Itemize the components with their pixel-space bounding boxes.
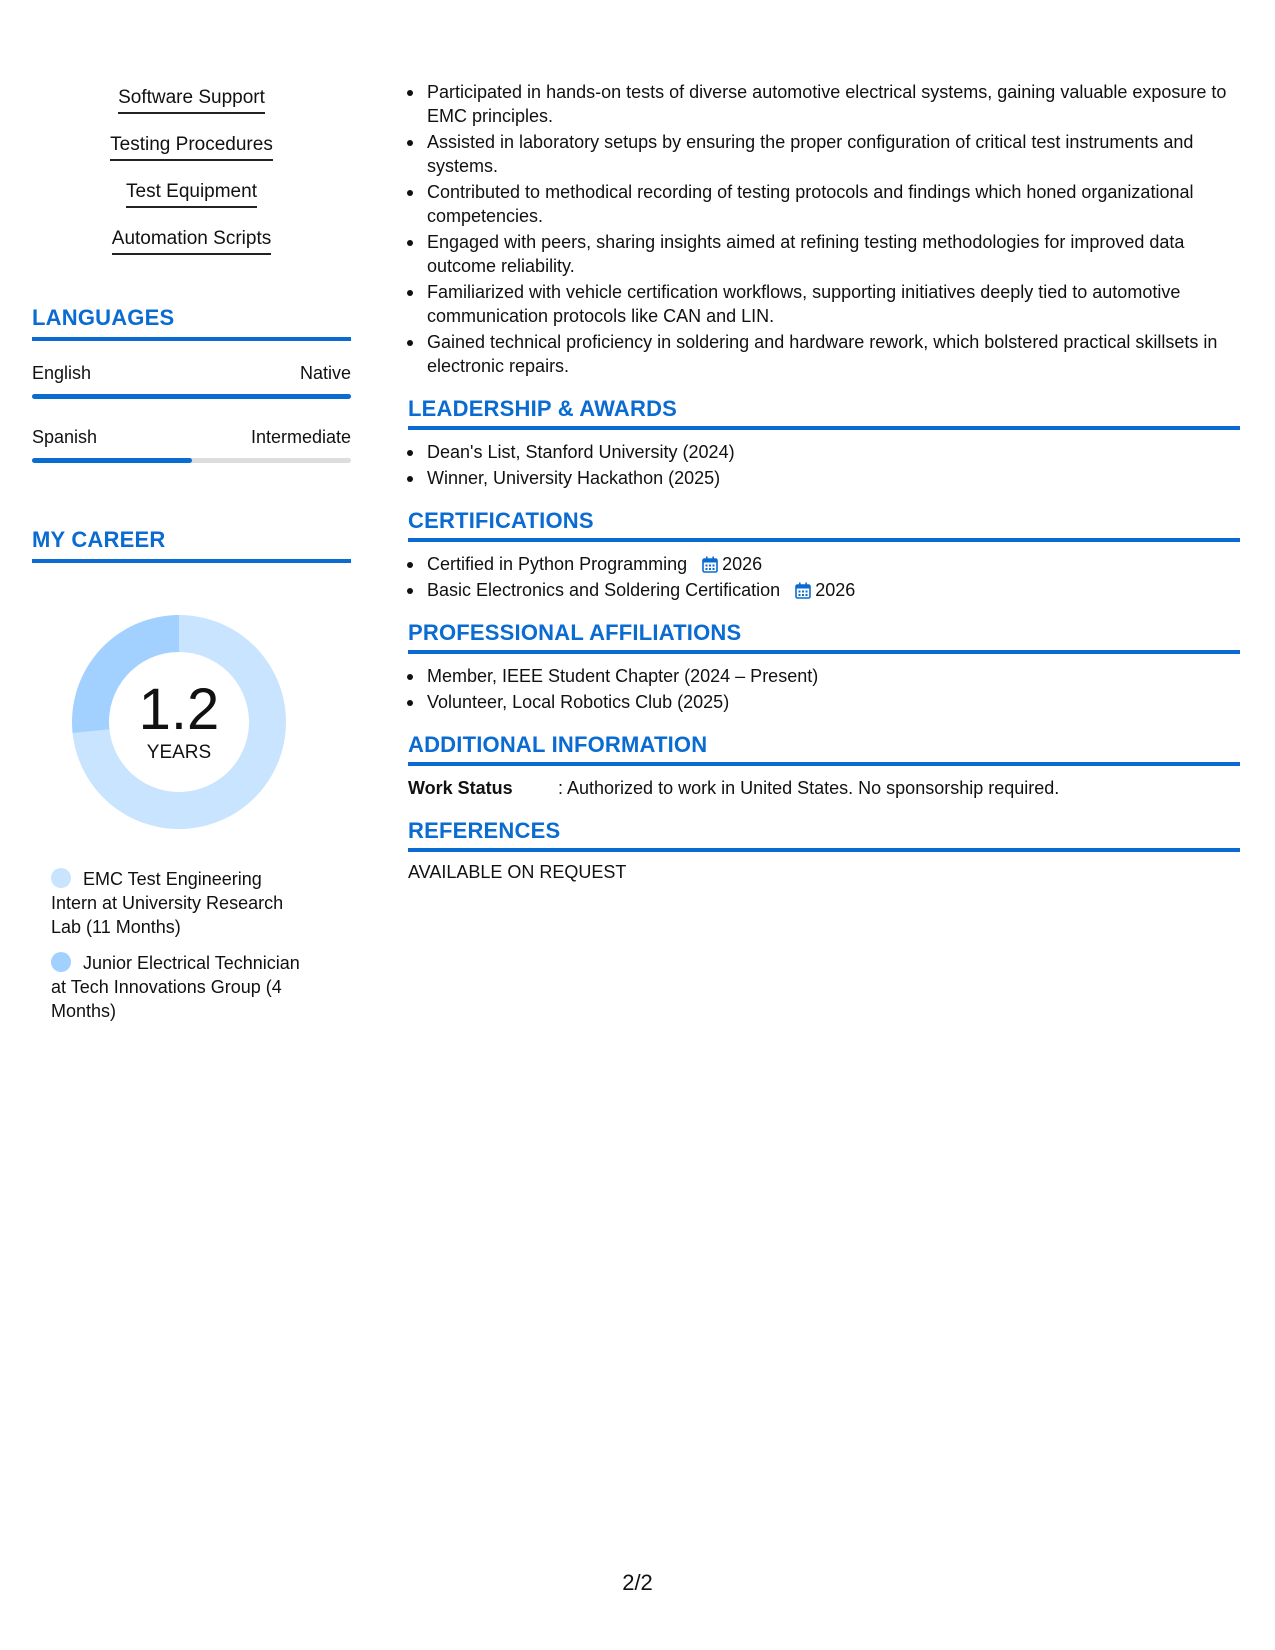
skills-list [32,86,351,274]
career-donut-chart [64,607,294,837]
references-title: REFERENCES [408,818,1240,852]
leadership-title: LEADERSHIP & AWARDS [408,396,1240,430]
language-proficiency-bar [32,458,351,463]
affiliations-section [408,620,1240,714]
certifications-section [408,508,1240,602]
career-total-unit: YEARS [146,742,212,763]
work-status-label: Work Status [408,778,513,798]
certification-name: Basic Electronics and Soldering Certification [427,580,781,600]
legend-dot-icon [51,868,71,888]
experience-bullet: Assisted in laboratory setups by ensuring the proper configuration of critical test instruments and systems. [408,130,1240,178]
certification-year: 2026 [722,554,763,574]
leadership-item: Winner, University Hackathon (2025) [408,466,1240,490]
additional-info-title: ADDITIONAL INFORMATION [408,732,1240,766]
references-section [408,818,1240,883]
left-column [32,86,351,1035]
references-text: AVAILABLE ON REQUEST [408,862,627,882]
leadership-item: Dean's List, Stanford University (2024) [408,440,1240,464]
language-name: Spanish [32,427,98,447]
calendar-icon [795,582,811,599]
skill-item: Automation Scripts [112,227,271,255]
certification-name: Certified in Python Programming [427,554,688,574]
career-legend [32,867,312,1023]
affiliation-item: Volunteer, Local Robotics Club (2025) [408,690,1240,714]
experience-bullet: Contributed to methodical recording of testing protocols and findings which honed organizational competencies. [408,180,1240,228]
leadership-section [408,396,1240,490]
career-legend-label: EMC Test Engineering Intern at University Research Lab (11 Months) [51,869,284,937]
languages-section [32,305,351,463]
language-proficiency-bar [32,394,351,399]
language-level: Intermediate [250,427,351,447]
certification-year: 2026 [815,580,856,600]
language-level: Native [299,363,351,383]
affiliations-title: PROFESSIONAL AFFILIATIONS [408,620,1240,654]
experience-bullets [408,80,1240,378]
right-column [408,80,1240,883]
experience-bullet: Gained technical proficiency in soldering and hardware rework, which bolstered practical skillsets in electronic repairs. [408,330,1240,378]
career-legend-label: Junior Electrical Technician at Tech Innovations Group (4 Months) [51,953,300,1021]
language-proficiency-fill [32,458,192,463]
certification-item [408,552,1240,576]
calendar-icon [702,556,718,573]
experience-bullet: Engaged with peers, sharing insights aimed at refining testing methodologies for improved data outcome reliability. [408,230,1240,278]
language-item [32,427,351,463]
legend-dot-icon [51,952,71,972]
work-status-value: : Authorized to work in United States. No sponsorship required. [558,778,1060,798]
skill-item: Software Support [118,86,265,114]
language-item [32,363,351,399]
skill-item: Test Equipment [126,180,257,208]
certifications-title: CERTIFICATIONS [408,508,1240,542]
languages-title: LANGUAGES [32,305,351,341]
affiliation-item: Member, IEEE Student Chapter (2024 – Present) [408,664,1240,688]
certification-item [408,578,1240,602]
page-number: 2/2 [622,1570,653,1595]
skill-item: Testing Procedures [110,133,273,161]
experience-bullet: Participated in hands-on tests of diverse automotive electrical systems, gaining valuable exposure to EMC principles. [408,80,1240,128]
career-total-years: 1.2 [138,677,220,742]
language-name: English [32,363,92,383]
career-title: MY CAREER [32,527,351,563]
career-section [32,527,351,1023]
career-legend-item [51,867,312,939]
additional-info-section [408,732,1240,800]
language-proficiency-fill [32,394,351,399]
career-legend-item [51,951,312,1023]
experience-bullet: Familiarized with vehicle certification workflows, supporting initiatives deeply tied to automotive communication protocols like CAN and LIN. [408,280,1240,328]
